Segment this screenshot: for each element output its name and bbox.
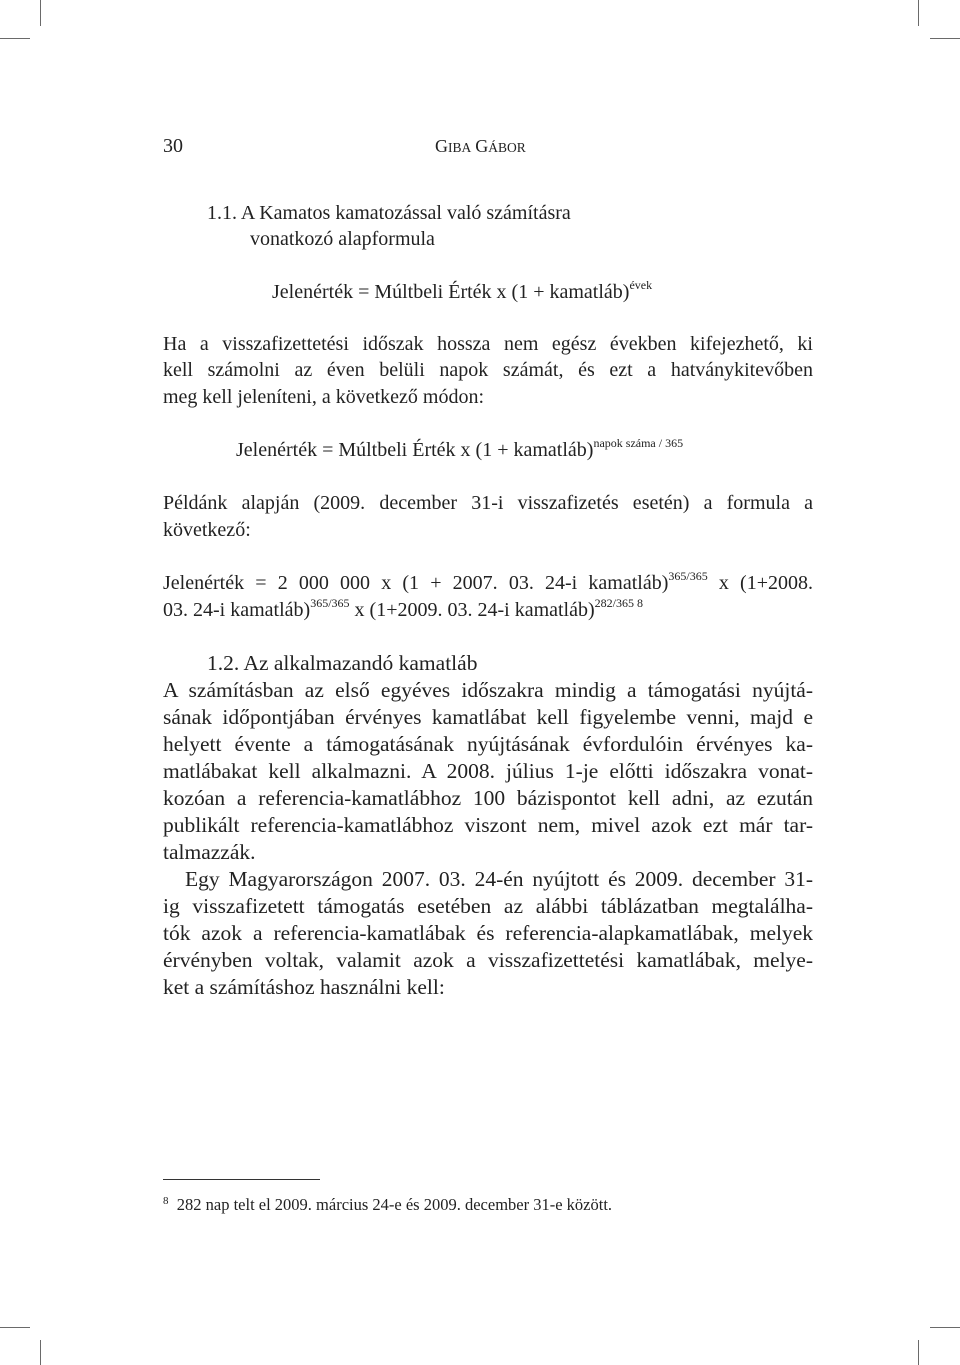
- formula-days: [236, 437, 683, 463]
- para-1-1-line-1: Ha a visszafizettetési időszak hossza nem egész években kifejezhető, ki: [163, 333, 813, 355]
- crop-mark-top-left-horizontal: [0, 38, 30, 39]
- running-author: [435, 133, 526, 161]
- formula-basic-base: Jelenérték = Múltbeli Érték x (1 + kamatláb): [272, 281, 630, 303]
- crop-mark-top-right-horizontal: [930, 38, 960, 39]
- para-1-2-line-4: matlábakat kell alkalmazni. A 2008. július 1-je előtti időszakra vonat-: [163, 759, 813, 783]
- author-initial-g: G: [435, 136, 448, 156]
- para-1-2-line-3: helyett évente a támogatásának nyújtásának évfordulóin érvényes ka-: [163, 732, 813, 756]
- formula-example-l2-exp2: 282/365 8: [594, 596, 643, 610]
- formula-example-l2-base: 03. 24-i kamatláb): [163, 599, 311, 621]
- formula-example-l1-exp: 365/365: [668, 569, 708, 583]
- section-1-1-heading-line2: vonatkozó alapformula: [250, 228, 435, 250]
- footnote-rule: [163, 1179, 320, 1180]
- formula-example-l1-base: Jelenérték = 2 000 000 x (1 + 2007. 03. 24-i kamatláb): [163, 572, 669, 594]
- formula-example-l2-tail: x (1+2009. 03. 24-i kamatláb): [349, 599, 595, 621]
- crop-mark-bottom-right-horizontal: [930, 1327, 960, 1328]
- formula-example-l2-exp1: 365/365: [310, 596, 350, 610]
- para-1-2-line-1: A számításban az első egyéves időszakra mindig a támogatási nyújtá-: [163, 678, 813, 702]
- author-initial-g2: G: [475, 136, 489, 156]
- crop-mark-bottom-left-horizontal: [0, 1327, 30, 1328]
- formula-days-base: Jelenérték = Múltbeli Érték x (1 + kamatláb): [236, 439, 594, 461]
- para-example-line-2: következő:: [163, 519, 251, 541]
- para-1-2-line-5: kozóan a referencia-kamatlábhoz 100 bázispontot kell adni, az ezután: [163, 786, 813, 810]
- para-1-2-line-7: talmazzák.: [163, 840, 256, 864]
- crop-mark-bottom-right-vertical: [918, 1340, 919, 1365]
- para-1-2-line-6: publikált referencia-kamatlábhoz viszont nem, mivel azok ezt már tar-: [163, 813, 813, 837]
- para-1-1-line-3: meg kell jeleníteni, a következő módon:: [163, 386, 485, 408]
- para-1-2b-line-4: érvényben voltak, valamit azok a visszafizettetési kamatlábak, melye-: [163, 948, 813, 972]
- crop-mark-top-left-vertical: [40, 0, 41, 26]
- crop-mark-bottom-left-vertical: [40, 1340, 41, 1365]
- para-1-2b-line-1: Egy Magyarországon 2007. 03. 24-én nyújtott és 2009. december 31-: [185, 867, 813, 891]
- crop-mark-top-right-vertical: [918, 0, 919, 26]
- formula-basic-exponent: évek: [629, 278, 653, 292]
- para-1-1-line-2: kell számolni az éven belüli napok számát, és ezt a hatványkitevőben: [163, 359, 813, 381]
- para-1-2-line-2: sának időpontjában érvényes kamatlábat kell figyelembe venni, majd e: [163, 705, 813, 729]
- formula-example-line-2: [163, 597, 643, 623]
- section-1-2-heading: 1.2. Az alkalmazandó kamatláb: [207, 651, 478, 675]
- para-example-line-1: Példánk alapján (2009. december 31-i visszafizetés esetén) a formula a: [163, 492, 813, 514]
- formula-example-line-1: [163, 570, 813, 596]
- formula-example-l1-tail: x (1+2008.: [707, 572, 813, 594]
- footnote-text: 282 nap telt el 2009. március 24-e és 2009. december 31-e között.: [176, 1195, 613, 1214]
- footnote-marker: 8: [163, 1195, 169, 1207]
- para-1-2b-line-5: ket a számításhoz használni kell:: [163, 975, 445, 999]
- formula-days-exponent: napok száma / 365: [593, 436, 684, 450]
- para-1-2b-line-3: tók azok a referencia-kamatlábak és referencia-alapkamatlábak, melyek: [163, 921, 813, 945]
- section-1-1-heading-line1: 1.1. A Kamatos kamatozással való számításra: [207, 202, 571, 224]
- page-number: 30: [163, 135, 183, 157]
- author-rest-abor: ÁBOR: [488, 140, 526, 155]
- footnote: [163, 1194, 612, 1216]
- formula-basic: [272, 279, 652, 305]
- author-rest-iba: IBA: [448, 140, 472, 155]
- para-1-2b-line-2: ig visszafizetett támogatás esetében az alábbi táblázatban megtalálha-: [163, 894, 813, 918]
